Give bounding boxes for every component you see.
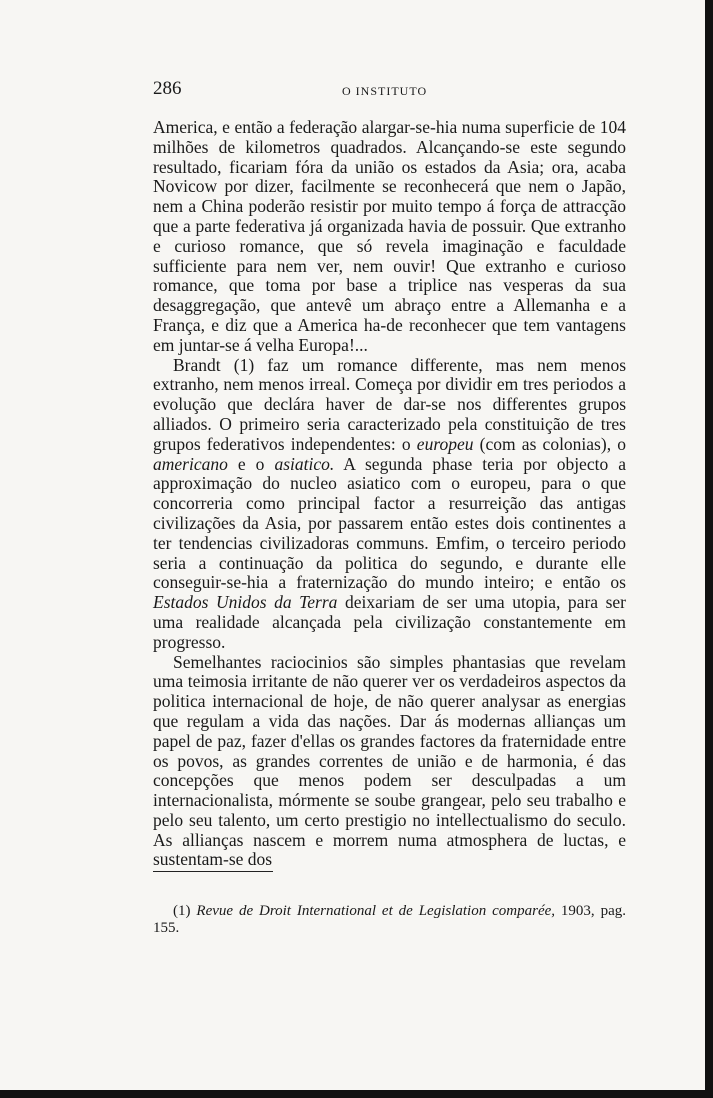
- italic-text: asiatico.: [274, 453, 335, 474]
- text-run: Semelhantes raciocinios são simples phantasias que revelam uma teimosia irritante de não querer ver os verdadeiros aspectos da politica internacional de hoje, de não querer analysar as energias que regulam a vida das nações. Dar ás modernas allianças um papel de paz, fazer d'ellas os grandes factores da fraternidade entre os povos, as grandes correntes de união e de harmonia, é das concepções que menos podem ser desculpadas a um internacionalista, mórmente se soube grangear, pelo seu trabalho e pelo seu talento, um certo prestigio no intellectualismo do seculo. As allianças nascem e morrem numa atmosphera de luctas, e sustentam-se dos: [153, 651, 626, 870]
- footnote-text: 1903, pag. 155.: [153, 903, 626, 936]
- running-title: O INSTITUTO: [342, 84, 428, 98]
- scan-edge-bottom: [0, 1090, 713, 1098]
- footnote-text: (1): [173, 903, 197, 919]
- scan-edge-right: [705, 0, 713, 1098]
- italic-text: europeu: [416, 433, 474, 454]
- footnote-paragraph: [153, 903, 626, 937]
- italic-text: americano: [153, 453, 228, 474]
- footnote: [153, 903, 626, 937]
- page-number: 286: [153, 78, 182, 99]
- text-run: (com as colonias), o: [473, 433, 626, 454]
- text-run: Brandt (1) faz um romance differente, mas nem menos extranho, nem menos irreal. Começa por dividir em tres periodos a evolução que declára haver de dar-se nos differentes grupos alliados. O primeiro seria caracterizado pela constituição de tres grupos federativos independentes: o: [153, 354, 626, 454]
- paragraph: [153, 356, 626, 653]
- body-text: [153, 118, 626, 870]
- text-run: e o: [227, 453, 275, 474]
- text-run: A segunda phase teria por objecto a approximação do nucleo asiatico com o europeu, para o que concorreria como principal factor a resurreição das antigas civilizações da Asia, por passarem então estes dois continentes a ter tendencias civilizadoras communs. Emfim, o terceiro periodo seria a continuação da politica do segundo, e durante elle conseguir-se-hia a fraternização do mundo inteiro; e então os: [153, 453, 626, 593]
- footnote-divider: [153, 871, 273, 872]
- paragraph: [153, 653, 626, 871]
- paragraph: [153, 118, 626, 356]
- text-run: America, e então a federação alargar-se-hia numa superficie de 104 milhões de kilometros quadrados. Alcançando-se este segundo resultado, ficariam fóra da união os estados da Asia; ora, acaba Novicow por dizer, facilmente se reconhecerá que nem o Japão, nem a China poderão resistir por muito tempo á força de attracção que a parte federativa já organizada havia de possuir. Que extranho e curioso romance, que só revela imaginação e faculdade sufficiente para nem ver, nem ouvir! Que extranho e curioso romance, que toma por base a triplice nas vesperas da sua desaggregação, que antevê um abraço entre a Allemanha e a França, e diz que a America ha-de reconhecer que tem vantagens em juntar-se á velha Europa!...: [153, 117, 626, 355]
- italic-text: Estados Unidos da Terra: [153, 592, 338, 613]
- text-run: deixariam de ser uma utopia, para ser uma realidade alcançada pela civilização constantemente em progresso.: [153, 592, 627, 652]
- page-header: [153, 78, 626, 102]
- footnote-italic-text: Revue de Droit International et de Legislation comparée,: [196, 903, 556, 919]
